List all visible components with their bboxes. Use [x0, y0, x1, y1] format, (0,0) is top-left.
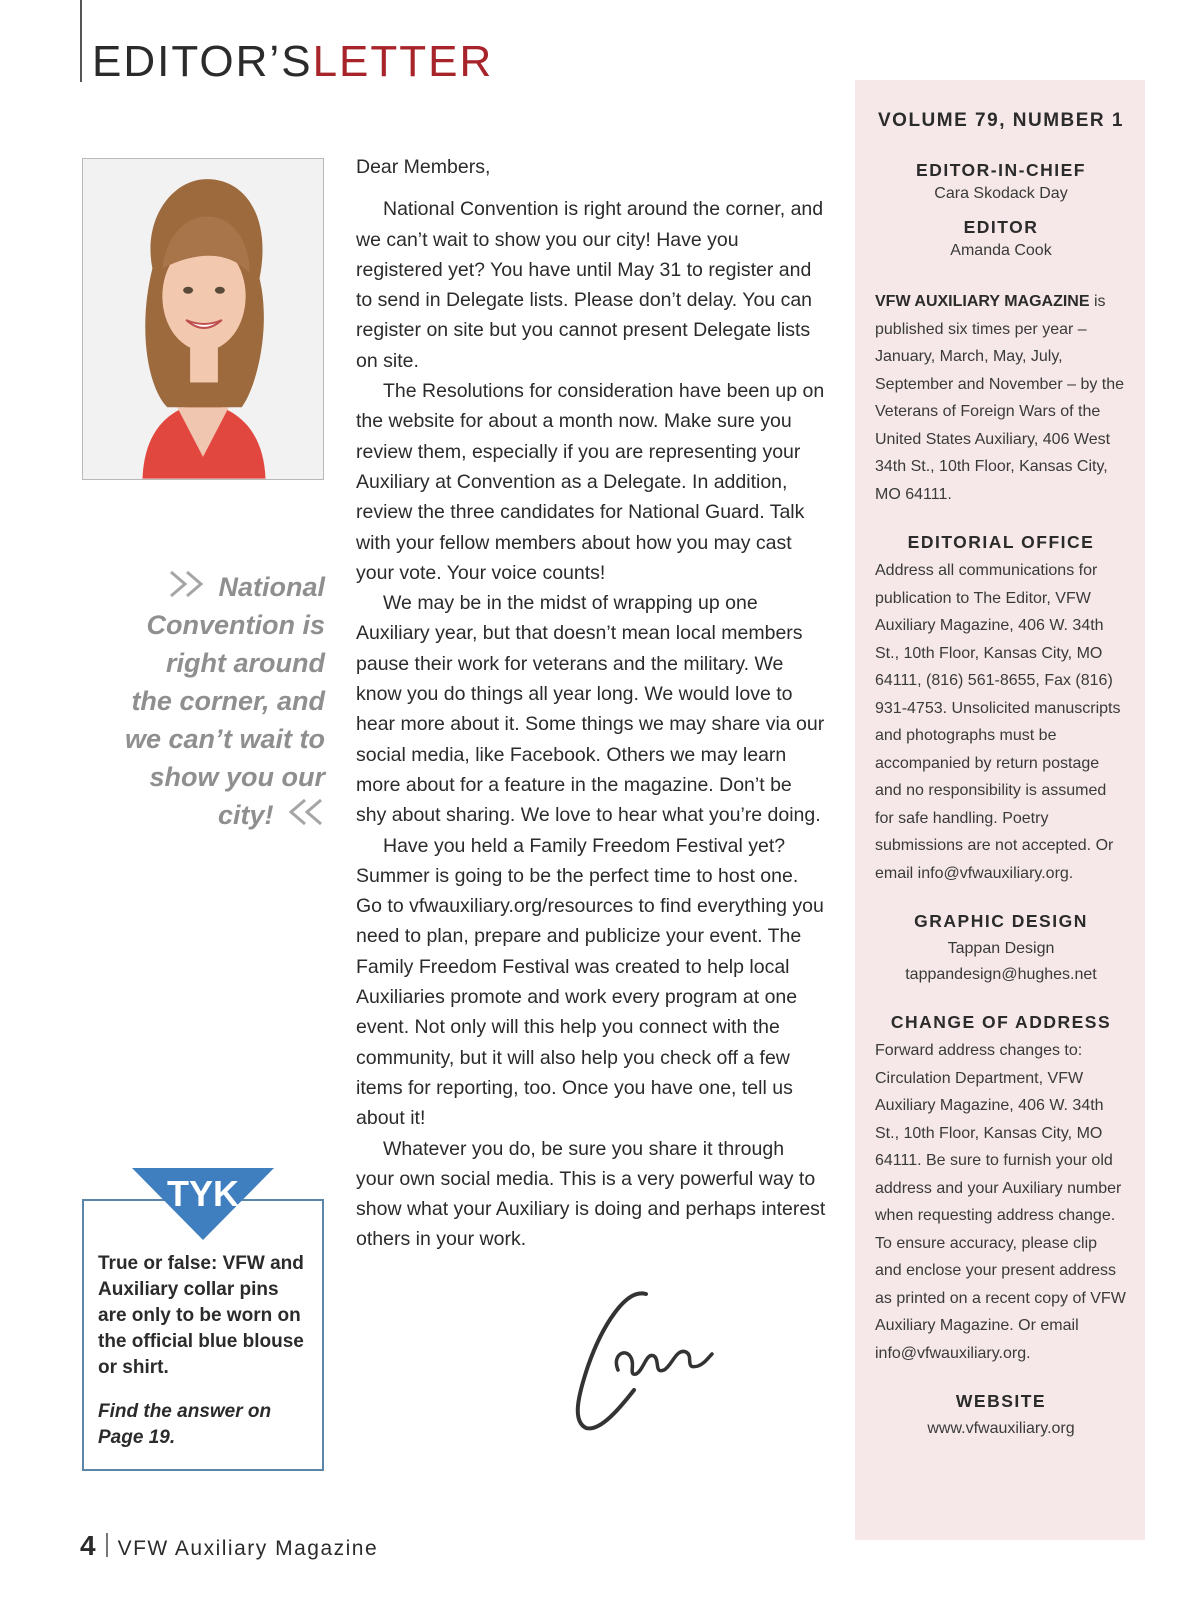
letter-paragraph-3: We may be in the midst of wrapping up one Auxiliary year, but that doesn’t mean local members pause their work for veterans and the military. We know you do things all year long. We would love to hear more about it. Some things we may share via our social media, like Facebook. Others we may learn more about for a feature in the magazine. Don’t be shy about sharing. We love to hear what you’re doing.	[356, 592, 825, 827]
letter-salutation: Dear Members,	[356, 156, 491, 178]
editor-in-chief-label: EDITOR-IN-CHIEF	[916, 160, 1086, 180]
editor-in-chief-name: Cara Skodack Day	[934, 185, 1068, 202]
editor-name: Amanda Cook	[950, 242, 1052, 259]
editor-photo	[82, 158, 324, 480]
tyk-badge	[132, 1168, 274, 1240]
publication-text: is published six times per year – January, March, May, July, September and November – by the Veterans of Foreign Wars of the United States Auxiliary, 406 West 34th St., 10th Floor, Kansas City, MO 64111.	[875, 293, 1125, 503]
tyk-answer: Find the answer on Page 19.	[98, 1401, 272, 1448]
website-label: WEBSITE	[955, 1391, 1047, 1411]
title-editors: EDITOR’S	[92, 37, 313, 86]
publication-info	[875, 288, 1127, 508]
graphic-design-label: GRAPHIC DESIGN	[914, 911, 1088, 931]
pull-quote-text: National Convention is right around the corner, and we can’t wait to show you our city!	[124, 572, 325, 830]
editor-signature	[566, 1286, 716, 1436]
editor-label: EDITOR	[963, 217, 1039, 237]
website-url: www.vfwauxiliary.org	[927, 1420, 1075, 1437]
pull-quote	[120, 568, 325, 834]
publication-name: VFW AUXILIARY MAGAZINE	[875, 293, 1090, 310]
letter-paragraph-2: The Resolutions for consideration have been up on the website for about a month now. Make sure you review them, especially if you are representing your Auxiliary at Convention as a Delegate. In addition, review the three candidates for National Guard. Talk with your fellow members about how you may cast your vote. Your voice counts!	[356, 380, 825, 584]
change-of-address-text: Forward address changes to: Circulation Department, VFW Auxiliary Magazine, 406 W. 34th St., 10th Floor, Kansas City, MO 64111. Be sure to furnish your old address and your Auxiliary number when requesting address change. To ensure accuracy, please clip and enclose your present address as printed on a recent copy of VFW Auxiliary Magazine. Or email info@vfwauxiliary.org.	[875, 1042, 1126, 1362]
volume-number: VOLUME 79, NUMBER 1	[878, 110, 1124, 131]
editorial-office-text: Address all communications for publication to The Editor, VFW Auxiliary Magazine, 406 W. 34th St., 10th Floor, Kansas City, MO 64111, (816) 561-8655, Fax (816) 931-4753. Unsolicited manuscripts and photographs must be accompanied by return postage and no responsibility is assumed for safe handling. Poetry submissions are not accepted. Or email info@vfwauxiliary.org.	[875, 562, 1121, 882]
footer-divider	[106, 1533, 108, 1557]
editorial-office-label: EDITORIAL OFFICE	[907, 532, 1095, 552]
tyk-question: True or false: VFW and Auxiliary collar pins are only to be worn on the official blue blouse or shirt.	[98, 1253, 304, 1378]
letter-paragraph-4: Have you held a Family Freedom Festival yet? Summer is going to be the perfect time to host one. Go to vfwauxiliary.org/resources to find everything you need to plan, prepare and publicize your event. The Family Freedom Festival was created to help local Auxiliaries promote and work every program at one event. Not only will this help you connect with the community, but it will also help you check off a few items for reporting, too. Once you have one, tell us about it!	[356, 834, 824, 1130]
letter-body	[356, 152, 826, 1255]
tyk-label: TYK	[167, 1173, 239, 1214]
change-of-address-label: CHANGE OF ADDRESS	[890, 1012, 1112, 1032]
letter-paragraph-5: Whatever you do, be sure you share it through your own social media. This is a very powerful way to show what your Auxiliary is doing and perhaps interest others in your work.	[356, 1137, 826, 1251]
page-title	[92, 37, 494, 86]
magazine-name: VFW Auxiliary Magazine	[117, 1537, 379, 1560]
letter-paragraph-1: National Convention is right around the corner, and we can’t wait to show you our city! Have you registered yet? You have until May 31 to register and to send in Delegate lists. Please don’t delay. You can register on site but you cannot present Delegate lists on site.	[356, 198, 824, 372]
editor-portrait-image	[83, 159, 323, 479]
masthead-sidebar	[855, 80, 1145, 1540]
chevron-right-icon	[167, 569, 211, 599]
header-rule	[80, 0, 82, 82]
page-number: 4	[80, 1530, 96, 1561]
graphic-design-name: Tappan Design	[947, 940, 1055, 957]
chevron-left-icon	[281, 797, 325, 827]
title-letter: LETTER	[312, 37, 494, 86]
graphic-design-email: tappandesign@hughes.net	[905, 966, 1097, 983]
page-footer	[80, 1530, 378, 1562]
